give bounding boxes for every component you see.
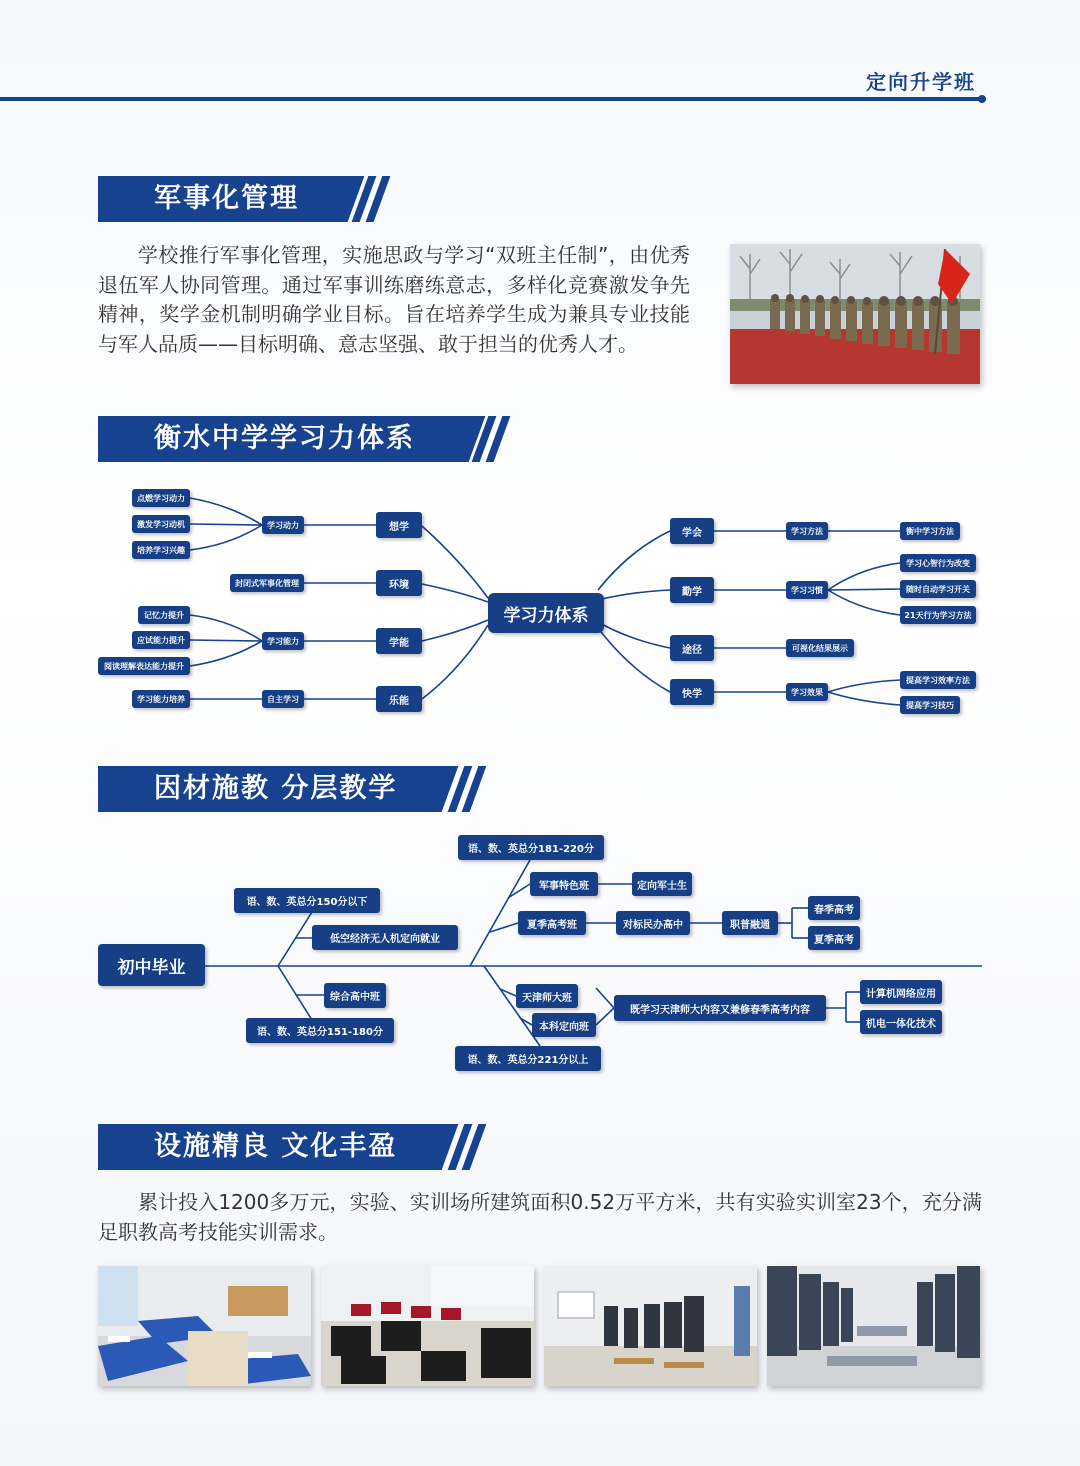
comprehensive-class-node: 综合高中班: [324, 983, 386, 1008]
right-l1-node: 勤学: [670, 577, 714, 603]
summer-class-node: 夏季高考班: [518, 911, 586, 935]
right-l2-node: 学习方法: [786, 522, 828, 540]
section-tiered-title: 因材施教 分层教学: [98, 766, 438, 812]
left-l1-node: 想学: [376, 512, 422, 538]
summer-exam-node: 夏季高考: [808, 926, 860, 950]
score-181-node: 语、数、英总分181-220分: [458, 835, 604, 860]
left-l3-node: 学习能力培养: [132, 690, 190, 708]
right-l2-node: 可视化结果展示: [786, 639, 854, 657]
right-l1-node: 途径: [670, 635, 714, 661]
header-rule-dot: [978, 95, 986, 103]
left-l3-node: 阅读理解表达能力提升: [98, 657, 190, 675]
left-l2-node: 自主学习: [262, 690, 304, 708]
score-low-node: 语、数、英总分150分以下: [234, 888, 380, 913]
mindmap-center-node: 学习力体系: [488, 593, 604, 633]
left-l3-node: 记忆力提升: [138, 606, 190, 624]
private-high-node: 对标民办高中: [616, 911, 690, 935]
training-room-photo: [767, 1266, 980, 1386]
drone-node: 低空经济无人机定向就业: [312, 925, 458, 950]
right-l1-node: 学会: [670, 518, 714, 544]
left-l3-node: 激发学习动机: [132, 515, 190, 533]
bachelor-class-node: 本科定向班: [532, 1013, 596, 1037]
section-learning-title: 衡水中学学习力体系: [98, 416, 465, 462]
military-target-node: 定向军士生: [632, 872, 692, 896]
left-l1-node: 环境: [376, 570, 422, 596]
vocational-node: 职普融通: [722, 911, 778, 935]
header-title: 定向升学班: [866, 70, 976, 94]
score-221-node: 语、数、英总分221分以上: [455, 1046, 601, 1071]
score-mid-node: 语、数、英总分151-180分: [246, 1018, 394, 1043]
spring-exam-node: 春季高考: [808, 896, 860, 920]
combined-study-node: 既学习天津师大内容又兼修春季高考内容: [614, 995, 826, 1021]
right-l3-node: 提高学习技巧: [900, 696, 960, 714]
header-rule: [0, 97, 982, 101]
mech-node: 机电一体化技术: [860, 1010, 942, 1034]
right-l3-node: 21天行为学习方法: [900, 606, 976, 624]
left-l2-node: 学习动力: [262, 516, 304, 534]
right-l3-node: 学习心智行为改变: [900, 554, 976, 572]
right-l2-node: 学习习惯: [786, 581, 828, 599]
left-l1-node: 学能: [376, 628, 422, 654]
cs-node: 计算机网络应用: [860, 980, 942, 1004]
left-l2-node: 学习能力: [262, 632, 304, 650]
section-military-title: 军事化管理: [98, 176, 344, 222]
military-parade-photo: [730, 244, 980, 384]
root-node: 初中毕业: [98, 944, 205, 986]
section-facilities-text: 累计投入1200多万元，实验、实训场所建筑面积0.52万平方米，共有实验实训室23个，充分满足职教高考技能实训需求。: [98, 1190, 982, 1244]
left-l1-node: 乐能: [376, 686, 422, 712]
section-facilities-title: 设施精良 文化丰盈: [98, 1124, 438, 1170]
right-l3-node: 随时自动学习开关: [900, 580, 976, 598]
right-l2-node: 学习效果: [786, 683, 828, 701]
computer-lab-photo: [544, 1266, 757, 1386]
left-l3-node: 点燃学习动力: [132, 489, 190, 507]
military-class-node: 军事特色班: [530, 872, 598, 896]
left-l3-node: 应试能力提升: [132, 631, 190, 649]
right-l3-node: 提高学习效率方法: [900, 671, 976, 689]
right-l3-node: 衡中学习方法: [900, 522, 960, 540]
dormitory-photo: [98, 1266, 311, 1386]
left-l3-node: 培养学习兴趣: [132, 541, 190, 559]
tjnu-class-node: 天津师大班: [516, 984, 578, 1008]
piano-room-photo: [321, 1266, 534, 1386]
left-l2-node: 封闭式军事化管理: [230, 574, 304, 592]
right-l1-node: 快学: [670, 679, 714, 705]
section-military-text: 学校推行军事化管理，实施思政与学习“双班主任制”，由优秀退伍军人协同管理。通过军事训练磨练意志，多样化竞赛激发争先精神，奖学金机制明确学业目标。旨在培养学生成为兼具专业技能与军人品质——目标明确、意志坚强、敢于担当的优秀人才。: [98, 243, 690, 356]
